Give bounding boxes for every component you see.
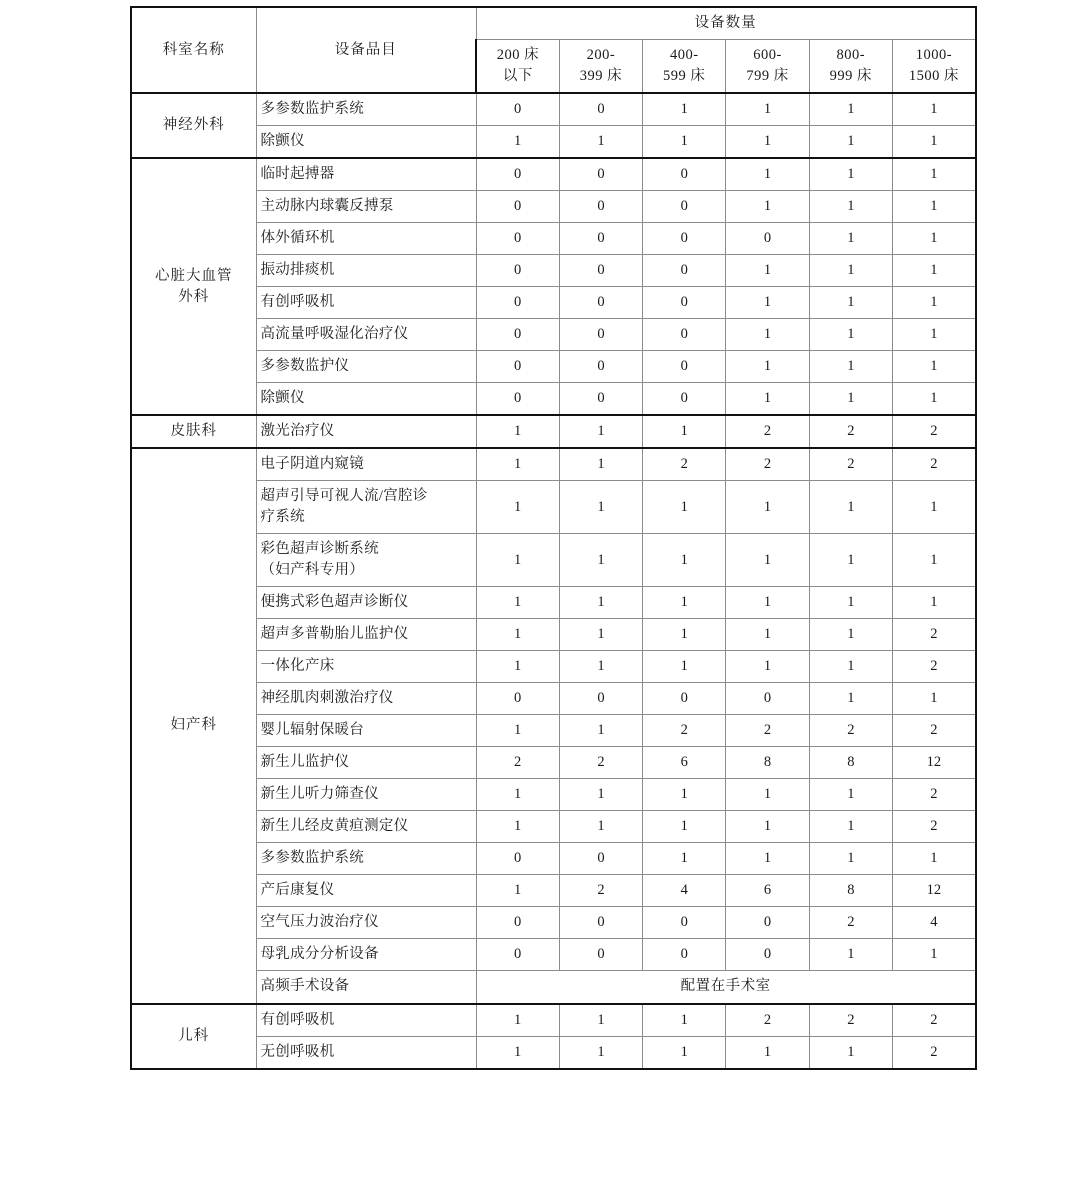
equipment-name-cell: 临时起搏器	[256, 158, 476, 191]
quantity-cell: 1	[892, 481, 975, 534]
quantity-cell: 2	[643, 448, 726, 481]
quantity-cell: 2	[726, 1004, 809, 1037]
equipment-name-line1: 超声引导可视人流/宫腔诊	[260, 488, 428, 505]
equipment-name-cell: 主动脉内球囊反搏泵	[256, 191, 476, 223]
department-cell: 皮肤科	[131, 415, 256, 448]
table-row	[131, 191, 976, 223]
table-row	[131, 126, 976, 159]
quantity-cell: 1	[892, 939, 975, 971]
header-bed-range-3	[726, 40, 809, 94]
quantity-cell: 1	[892, 287, 975, 319]
equipment-name-cell: 有创呼吸机	[256, 287, 476, 319]
quantity-cell: 1	[559, 415, 642, 448]
equipment-name-cell: 无创呼吸机	[256, 1036, 476, 1069]
quantity-cell: 1	[809, 843, 892, 875]
table-row	[131, 1036, 976, 1069]
quantity-cell: 2	[892, 448, 975, 481]
quantity-cell: 2	[892, 715, 975, 747]
equipment-name-line2: 疗系统	[260, 509, 305, 526]
equipment-name-cell: 体外循环机	[256, 223, 476, 255]
table-row	[131, 448, 976, 481]
quantity-cell: 1	[809, 223, 892, 255]
quantity-cell: 1	[892, 126, 975, 159]
equipment-name-cell: 产后康复仪	[256, 875, 476, 907]
bed-range-line1: 800-	[836, 47, 866, 64]
quantity-cell: 0	[559, 93, 642, 126]
quantity-cell: 1	[476, 651, 559, 683]
equipment-name-cell: 除颤仪	[256, 383, 476, 416]
department-cell	[131, 158, 256, 415]
quantity-cell: 0	[643, 683, 726, 715]
quantity-cell: 2	[892, 415, 975, 448]
quantity-cell: 0	[643, 907, 726, 939]
quantity-cell: 1	[892, 587, 975, 619]
quantity-cell: 0	[559, 287, 642, 319]
quantity-cell: 0	[643, 255, 726, 287]
quantity-cell: 0	[559, 158, 642, 191]
table-row	[131, 319, 976, 351]
equipment-name-line1: 彩色超声诊断系统	[260, 541, 379, 558]
quantity-cell: 2	[892, 651, 975, 683]
quantity-cell: 1	[476, 1004, 559, 1037]
table-row	[131, 715, 976, 747]
quantity-cell: 8	[809, 747, 892, 779]
quantity-cell: 0	[476, 351, 559, 383]
table-row	[131, 587, 976, 619]
quantity-cell: 1	[726, 93, 809, 126]
table-row	[131, 1004, 976, 1037]
bed-range-line2: 599 床	[663, 68, 706, 85]
quantity-cell: 0	[559, 383, 642, 416]
quantity-cell: 1	[892, 351, 975, 383]
quantity-cell: 0	[559, 191, 642, 223]
bed-range-line1: 200-	[586, 47, 616, 64]
quantity-cell: 1	[643, 619, 726, 651]
quantity-cell: 1	[809, 811, 892, 843]
table-row	[131, 93, 976, 126]
header-equipment-quantity: 设备数量	[476, 7, 976, 40]
equipment-name-line2: （妇产科专用）	[260, 562, 365, 579]
quantity-cell: 1	[643, 843, 726, 875]
table-row	[131, 255, 976, 287]
quantity-cell: 1	[643, 1036, 726, 1069]
quantity-cell: 1	[809, 534, 892, 587]
quantity-cell: 1	[892, 383, 975, 416]
table-row	[131, 481, 976, 534]
equipment-name-cell: 多参数监护仪	[256, 351, 476, 383]
table-row	[131, 619, 976, 651]
quantity-cell: 0	[476, 319, 559, 351]
equipment-name-cell	[256, 534, 476, 587]
quantity-cell: 1	[726, 1036, 809, 1069]
quantity-cell: 1	[726, 587, 809, 619]
quantity-cell: 2	[809, 907, 892, 939]
department-line1: 心脏大血管	[155, 267, 233, 284]
quantity-cell: 2	[643, 715, 726, 747]
equipment-name-cell: 超声多普勒胎儿监护仪	[256, 619, 476, 651]
quantity-cell: 1	[643, 93, 726, 126]
quantity-cell: 1	[809, 939, 892, 971]
quantity-cell: 1	[643, 811, 726, 843]
quantity-cell: 1	[726, 779, 809, 811]
equipment-name-cell: 婴儿辐射保暖台	[256, 715, 476, 747]
quantity-cell: 1	[559, 651, 642, 683]
quantity-cell: 1	[809, 383, 892, 416]
quantity-cell: 1	[726, 619, 809, 651]
equipment-name-cell: 便携式彩色超声诊断仪	[256, 587, 476, 619]
quantity-cell: 2	[892, 1004, 975, 1037]
equipment-name-cell: 有创呼吸机	[256, 1004, 476, 1037]
quantity-cell: 0	[559, 939, 642, 971]
quantity-cell: 1	[476, 811, 559, 843]
quantity-cell: 1	[726, 811, 809, 843]
quantity-cell: 2	[559, 875, 642, 907]
quantity-cell: 0	[643, 939, 726, 971]
quantity-cell: 1	[892, 319, 975, 351]
bed-range-line1: 600-	[753, 47, 782, 64]
quantity-cell: 1	[643, 481, 726, 534]
table-row	[131, 683, 976, 715]
bed-range-line2: 1500 床	[908, 68, 959, 85]
equipment-name-cell: 多参数监护系统	[256, 843, 476, 875]
quantity-cell: 1	[892, 93, 975, 126]
quantity-cell: 8	[809, 875, 892, 907]
header-department: 科室名称	[131, 7, 256, 93]
equipment-name-cell: 一体化产床	[256, 651, 476, 683]
quantity-cell: 0	[643, 383, 726, 416]
table-row	[131, 843, 976, 875]
quantity-cell: 2	[892, 1036, 975, 1069]
quantity-cell: 0	[476, 93, 559, 126]
equipment-name-cell: 新生儿经皮黄疸测定仪	[256, 811, 476, 843]
quantity-cell: 1	[643, 534, 726, 587]
table-row	[131, 971, 976, 1004]
quantity-cell: 1	[809, 779, 892, 811]
quantity-cell: 1	[726, 843, 809, 875]
bed-range-line1: 1000-	[915, 47, 953, 64]
department-cell: 妇产科	[131, 448, 256, 1003]
quantity-cell: 1	[559, 448, 642, 481]
quantity-cell: 1	[476, 779, 559, 811]
quantity-cell: 1	[559, 1004, 642, 1037]
header-bed-range-1	[559, 40, 642, 94]
quantity-cell: 1	[559, 779, 642, 811]
quantity-cell: 1	[476, 619, 559, 651]
header-equipment-item: 设备品目	[256, 7, 476, 93]
quantity-cell: 1	[476, 715, 559, 747]
header-bed-range-0	[476, 40, 559, 94]
quantity-cell: 0	[643, 319, 726, 351]
quantity-cell: 1	[726, 481, 809, 534]
quantity-cell: 1	[559, 126, 642, 159]
quantity-cell: 0	[476, 939, 559, 971]
quantity-cell: 1	[643, 651, 726, 683]
quantity-cell: 0	[476, 907, 559, 939]
equipment-allocation-table	[130, 6, 977, 1070]
quantity-cell: 6	[726, 875, 809, 907]
equipment-name-cell: 激光治疗仪	[256, 415, 476, 448]
equipment-name-cell: 振动排痰机	[256, 255, 476, 287]
quantity-cell: 0	[559, 351, 642, 383]
quantity-cell: 4	[643, 875, 726, 907]
quantity-cell: 0	[476, 287, 559, 319]
quantity-cell: 1	[892, 255, 975, 287]
bed-range-line2: 799 床	[746, 68, 789, 85]
header-bed-range-5	[892, 40, 975, 94]
bed-range-line2: 399 床	[579, 68, 623, 85]
quantity-cell: 1	[809, 93, 892, 126]
quantity-cell: 0	[559, 319, 642, 351]
quantity-cell: 12	[892, 875, 975, 907]
quantity-cell: 1	[476, 126, 559, 159]
quantity-cell: 1	[643, 1004, 726, 1037]
quantity-cell: 1	[809, 587, 892, 619]
bed-range-line1: 400-	[669, 47, 699, 64]
quantity-cell: 1	[643, 415, 726, 448]
quantity-cell: 2	[809, 448, 892, 481]
department-line2: 外科	[178, 288, 210, 305]
quantity-cell: 1	[809, 619, 892, 651]
quantity-cell: 1	[892, 191, 975, 223]
bed-range-line2: 999 床	[829, 68, 873, 85]
table-row	[131, 875, 976, 907]
quantity-cell: 2	[892, 619, 975, 651]
equipment-name-cell: 母乳成分分析设备	[256, 939, 476, 971]
quantity-cell: 1	[726, 158, 809, 191]
quantity-cell: 0	[559, 843, 642, 875]
quantity-cell: 1	[726, 319, 809, 351]
equipment-name-cell: 新生儿监护仪	[256, 747, 476, 779]
quantity-cell: 1	[726, 287, 809, 319]
department-cell: 儿科	[131, 1004, 256, 1069]
quantity-cell: 1	[559, 587, 642, 619]
quantity-cell: 1	[892, 158, 975, 191]
quantity-cell: 12	[892, 747, 975, 779]
quantity-cell: 1	[809, 481, 892, 534]
table-row	[131, 907, 976, 939]
header-bed-range-4	[809, 40, 892, 94]
quantity-cell: 1	[809, 255, 892, 287]
quantity-cell: 1	[559, 534, 642, 587]
table-header	[131, 7, 976, 93]
quantity-cell: 1	[726, 191, 809, 223]
quantity-cell: 1	[559, 619, 642, 651]
equipment-name-cell: 神经肌肉刺激治疗仪	[256, 683, 476, 715]
quantity-cell: 0	[643, 351, 726, 383]
table-row	[131, 415, 976, 448]
quantity-cell: 2	[726, 448, 809, 481]
quantity-cell: 2	[726, 415, 809, 448]
table-row	[131, 651, 976, 683]
quantity-cell: 2	[726, 715, 809, 747]
equipment-name-cell: 空气压力波治疗仪	[256, 907, 476, 939]
quantity-cell: 1	[809, 651, 892, 683]
quantity-cell: 0	[643, 191, 726, 223]
quantity-cell: 1	[726, 383, 809, 416]
quantity-cell: 0	[726, 683, 809, 715]
table-row	[131, 287, 976, 319]
quantity-cell: 1	[476, 481, 559, 534]
quantity-cell: 1	[809, 1036, 892, 1069]
table-row	[131, 779, 976, 811]
quantity-cell: 1	[892, 843, 975, 875]
quantity-cell: 0	[559, 683, 642, 715]
quantity-cell: 2	[809, 715, 892, 747]
header-bed-range-2	[643, 40, 726, 94]
equipment-name-cell: 多参数监护系统	[256, 93, 476, 126]
quantity-cell: 6	[643, 747, 726, 779]
quantity-cell: 1	[559, 715, 642, 747]
quantity-cell: 1	[809, 287, 892, 319]
quantity-cell: 1	[892, 683, 975, 715]
quantity-cell: 0	[476, 383, 559, 416]
quantity-cell: 1	[476, 587, 559, 619]
table-row	[131, 534, 976, 587]
quantity-cell: 2	[809, 1004, 892, 1037]
quantity-cell: 1	[726, 255, 809, 287]
quantity-cell: 0	[476, 223, 559, 255]
quantity-cell: 0	[726, 907, 809, 939]
quantity-cell: 1	[559, 481, 642, 534]
quantity-cell: 2	[559, 747, 642, 779]
quantity-cell: 4	[892, 907, 975, 939]
quantity-cell: 1	[809, 683, 892, 715]
quantity-cell: 0	[476, 683, 559, 715]
quantity-cell: 0	[559, 223, 642, 255]
quantity-cell: 0	[476, 255, 559, 287]
table-body	[131, 93, 976, 1068]
quantity-cell: 0	[476, 843, 559, 875]
quantity-cell: 2	[809, 415, 892, 448]
equipment-name-cell	[256, 481, 476, 534]
quantity-cell: 1	[892, 534, 975, 587]
quantity-cell: 8	[726, 747, 809, 779]
table-row	[131, 811, 976, 843]
quantity-cell: 0	[726, 223, 809, 255]
bed-range-line1: 200 床	[496, 47, 540, 64]
bed-range-line2: 以下	[502, 68, 533, 85]
quantity-cell: 0	[726, 939, 809, 971]
quantity-cell: 1	[643, 126, 726, 159]
quantity-cell: 1	[476, 534, 559, 587]
quantity-cell: 1	[809, 319, 892, 351]
table-row	[131, 351, 976, 383]
equipment-name-cell: 除颤仪	[256, 126, 476, 159]
table-row	[131, 383, 976, 416]
table-row	[131, 939, 976, 971]
header-row-top	[131, 7, 976, 40]
quantity-cell: 0	[643, 158, 726, 191]
quantity-cell: 1	[809, 191, 892, 223]
quantity-cell: 1	[809, 351, 892, 383]
quantity-cell: 2	[476, 747, 559, 779]
quantity-cell: 1	[726, 126, 809, 159]
quantity-cell: 1	[559, 811, 642, 843]
quantity-cell: 1	[809, 126, 892, 159]
merged-note-cell: 配置在手术室	[476, 971, 976, 1004]
quantity-cell: 1	[726, 651, 809, 683]
quantity-cell: 1	[476, 1036, 559, 1069]
quantity-cell: 1	[892, 223, 975, 255]
quantity-cell: 1	[726, 534, 809, 587]
quantity-cell: 1	[476, 415, 559, 448]
quantity-cell: 0	[476, 158, 559, 191]
equipment-name-cell: 电子阴道内窥镜	[256, 448, 476, 481]
quantity-cell: 2	[892, 779, 975, 811]
quantity-cell: 0	[559, 907, 642, 939]
equipment-name-cell: 高流量呼吸湿化治疗仪	[256, 319, 476, 351]
quantity-cell: 1	[726, 351, 809, 383]
quantity-cell: 1	[476, 448, 559, 481]
table-row	[131, 223, 976, 255]
table-row	[131, 158, 976, 191]
quantity-cell: 0	[476, 191, 559, 223]
quantity-cell: 1	[643, 779, 726, 811]
quantity-cell: 1	[643, 587, 726, 619]
equipment-name-cell: 高频手术设备	[256, 971, 476, 1004]
equipment-name-cell: 新生儿听力筛查仪	[256, 779, 476, 811]
table-row	[131, 747, 976, 779]
quantity-cell: 0	[559, 255, 642, 287]
quantity-cell: 1	[559, 1036, 642, 1069]
quantity-cell: 1	[476, 875, 559, 907]
department-cell: 神经外科	[131, 93, 256, 158]
quantity-cell: 0	[643, 287, 726, 319]
quantity-cell: 0	[643, 223, 726, 255]
quantity-cell: 2	[892, 811, 975, 843]
quantity-cell: 1	[809, 158, 892, 191]
